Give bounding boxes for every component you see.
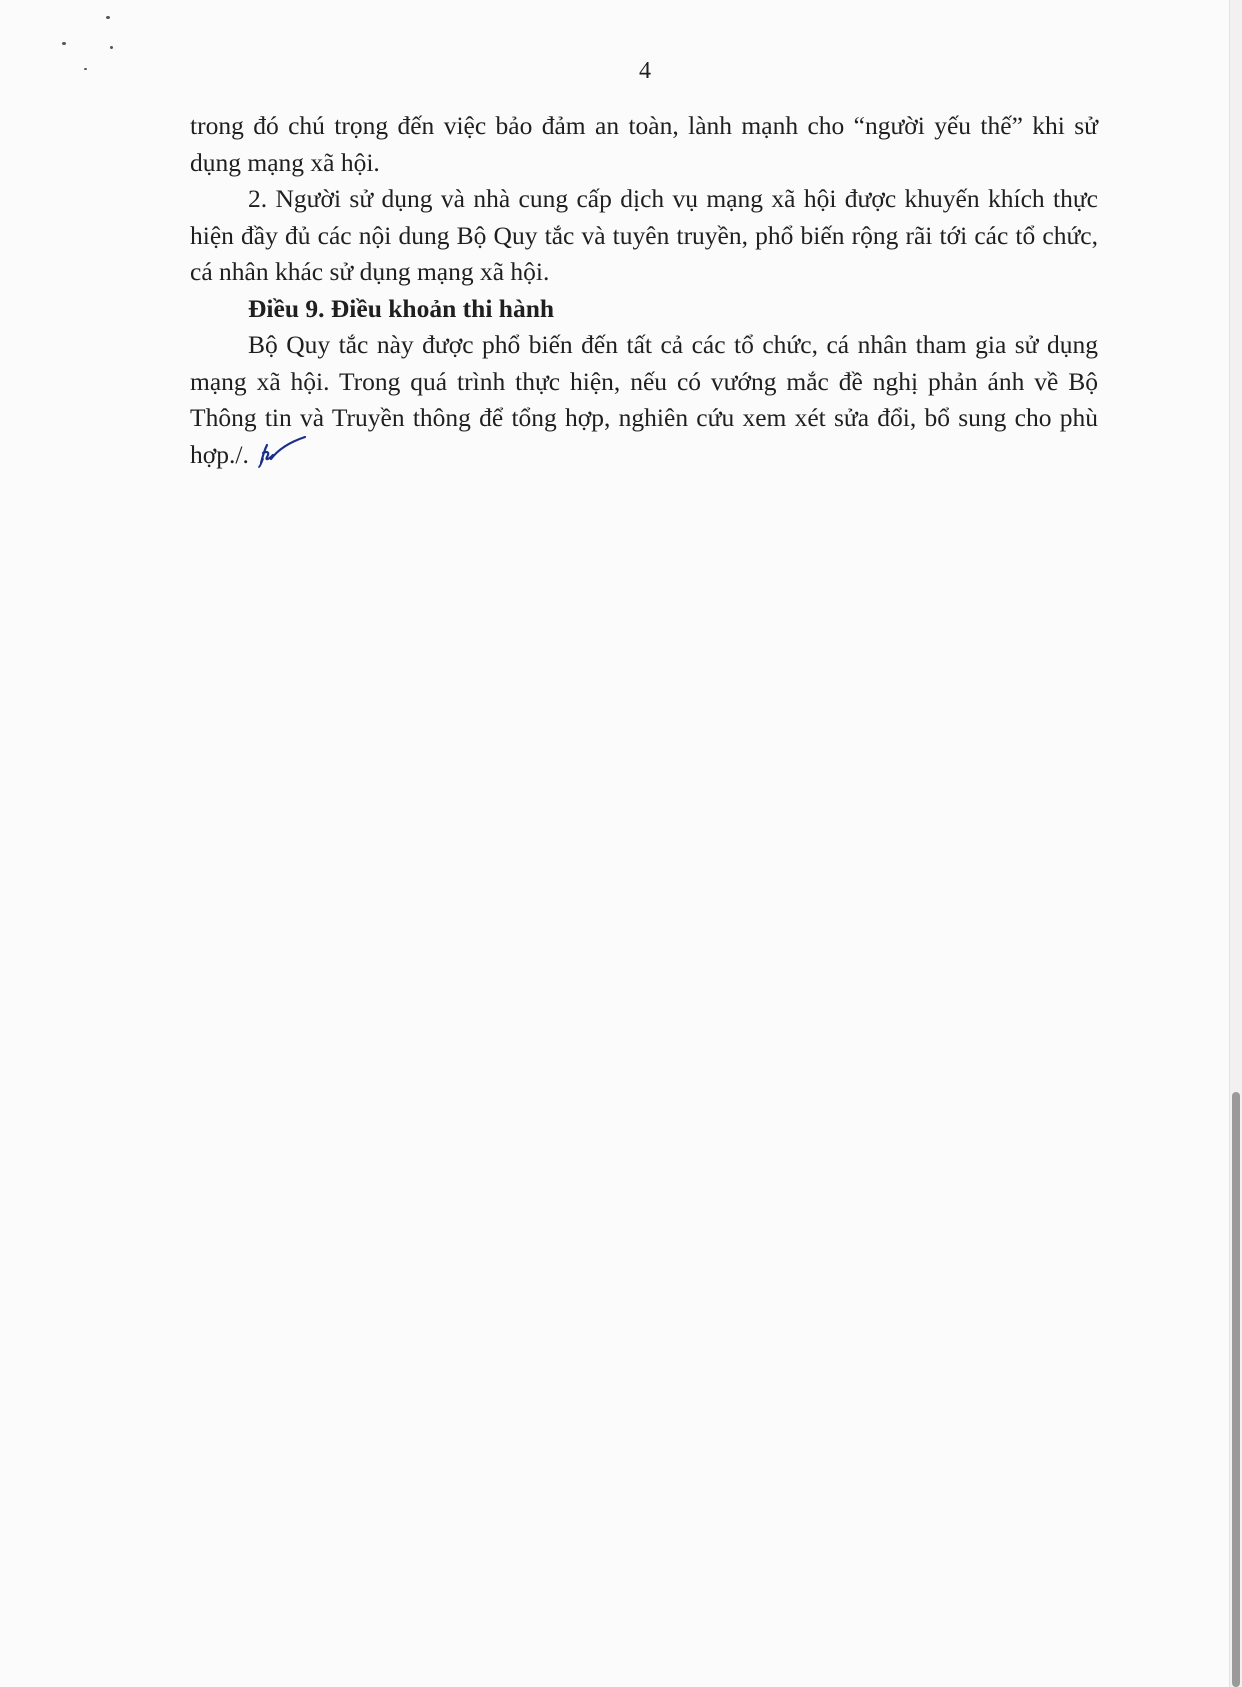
scan-speck: [110, 46, 113, 49]
paragraph-clause-2: 2. Người sử dụng và nhà cung cấp dịch vụ mạng xã hội được khuyến khích thực hiện đầy đủ các nội dung Bộ Quy tắc và tuyên truyền, phổ biến rộng rãi tới các tổ chức, cá nhân khác sử dụng mạng xã hội.: [190, 184, 1098, 286]
paragraph-continuation: trong đó chú trọng đến việc bảo đảm an toàn, lành mạnh cho “người yếu thế” khi sử dụng mạng xã hội.: [190, 111, 1098, 177]
scan-speck: [106, 16, 110, 19]
paragraph-article-9-text: Bộ Quy tắc này được phổ biến đến tất cả các tổ chức, cá nhân tham gia sử dụng mạng xã hội. Trong quá trình thực hiện, nếu có vướng mắc đề nghị phản ánh về Bộ Thông tin và Truyền thông để tổng hợp, nghiên cứu xem xét sửa đổi, bổ sung cho phù hợp./.: [190, 330, 1098, 469]
initials-signature: [253, 433, 311, 473]
paragraph-article-9: [190, 327, 1098, 477]
page-number: 4: [639, 58, 651, 84]
document-body: [190, 108, 1098, 477]
article-heading: Điều 9. Điều khoản thi hành: [248, 293, 555, 323]
scan-speck: [62, 42, 66, 45]
vertical-scrollbar[interactable]: [1232, 1092, 1240, 1687]
viewer-edge: [1229, 0, 1242, 1687]
